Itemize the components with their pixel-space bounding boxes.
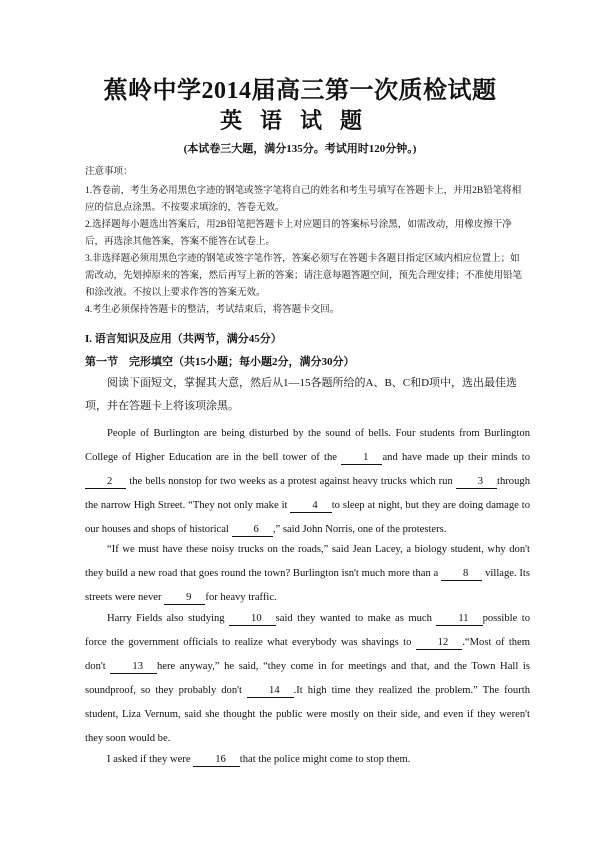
passage-text: the bells nonstop for two weeks as a protest against heavy trucks which run: [126, 476, 456, 487]
passage-text: possible to force the government officials to realize what everybody was shavings to: [85, 613, 530, 648]
part-heading: I. 语言知识及应用（共两节，满分45分）: [85, 333, 282, 345]
subject-title: 英语试题: [219, 108, 380, 133]
passage-text: village. Its streets were never: [85, 568, 530, 603]
passage-text: said they wanted to make as much: [275, 613, 437, 624]
passage-text: here anyway,” he said, “they come in for meetings and that, and the Town Hall is soundproof, so they probably don't: [85, 661, 530, 696]
passage-text: and have made up their minds to: [382, 452, 530, 463]
blank: 1: [341, 451, 382, 465]
passage-text: I asked if they were: [107, 754, 194, 765]
blank: 14: [247, 684, 294, 698]
notes-list: [85, 183, 525, 319]
passage-paragraph: [85, 422, 530, 542]
passage-text: ,” said John Norris, one of the protesters.: [272, 524, 447, 535]
passage-text: that the police might come to stop them.: [239, 754, 411, 765]
passage-text: “If we must have these noisy trucks on the roads,” said Jean Lacey, a biology student, why don't they build a new road that goes round the town? Burlington isn't much more than a: [85, 544, 530, 579]
blank: 6: [232, 523, 273, 537]
note-item: 2.选择题每小题选出答案后，用2B铅笔把答题卡上对应题目的答案标号涂黑，如需改动，用橡皮擦干净后，再选涂其他答案，答案不能答在试卷上。: [85, 220, 512, 247]
instruction: 阅读下面短文，掌握其大意，然后从1—15各题所给的A、B、C和D项中，选出最佳选项，并在答题卡上将该项涂黑。: [85, 377, 518, 412]
passage-text: People of Burlington are being disturbed by the sound of bells. Four students from Burlington College of Higher Education are in the bell tower of the: [85, 428, 530, 463]
blank: 3: [456, 475, 497, 489]
passage-text: .It high time they realized the problem.” The fourth student, Liza Vernum, said she thought the public were mostly on their side, and even if they weren't they soon would be.: [85, 685, 530, 744]
passage-text: .“Most of them don't: [85, 637, 531, 672]
blank: 11: [436, 612, 482, 626]
note-item: 1.答卷前，考生务必用黑色字迹的钢笔或签字笔将自己的姓名和考生号填写在答题卡上，并用2B铅笔将相应的信息点涂黑。不按要求填涂的，答卷无效。: [85, 186, 522, 213]
blank: 12: [416, 636, 463, 650]
note-item: 4.考生必须保持答题卡的整洁，考试结束后，将答题卡交回。: [85, 305, 340, 315]
note-item: 3.非选择题必须用黑色字迹的钢笔或签字笔作答，答案必须写在答题卡各题目指定区域内相应位置上；如需改动，先划掉原来的答案，然后再写上新的答案；请注意每题答题空间，预先合理安排；不准使用铅笔和涂改液。不按以上要求作答的答案无效。: [85, 254, 523, 298]
passage-paragraph: [85, 538, 530, 610]
blank: 8: [441, 567, 482, 581]
blank: 9: [164, 591, 205, 605]
exam-info: (本试卷三大题，满分135分。考试用时120分钟。): [183, 143, 417, 155]
blank: 2: [85, 475, 126, 489]
blank: 10: [229, 612, 276, 626]
blank: 16: [193, 753, 240, 767]
passage-text: to sleep at night, but they are doing damage to our houses and shops of historical: [85, 500, 531, 535]
section-heading: 第一节 完形填空（共15小题；每小题2分，满分30分）: [85, 356, 355, 368]
blank: 4: [290, 499, 331, 513]
passage-paragraph: [85, 607, 530, 751]
blank: 13: [110, 660, 157, 674]
exam-title: 蕉岭中学2014届高三第一次质检试题: [103, 78, 497, 104]
passage-text: for heavy traffic.: [205, 592, 277, 603]
passage-text: through the narrow High Street. “They not only make it: [85, 476, 530, 511]
passage-paragraph: [85, 748, 530, 772]
notes-title: 注意事项：: [85, 167, 133, 177]
passage-text: Harry Fields also studying: [107, 613, 230, 624]
